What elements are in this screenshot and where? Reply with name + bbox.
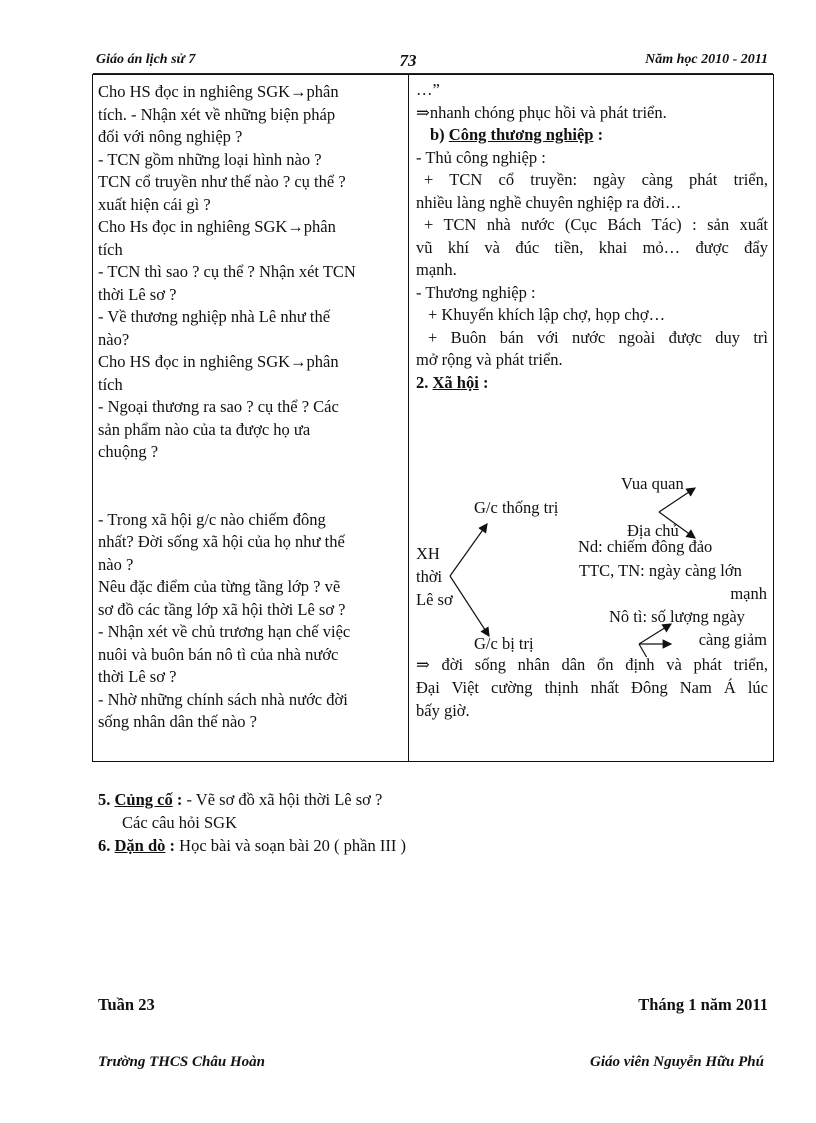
activity-line: tích. - Nhận xét về những biện pháp bbox=[98, 104, 336, 124]
diagram-root-line3: Lê sơ bbox=[416, 590, 453, 609]
header-subject: Giáo án lịch sử 7 bbox=[96, 52, 196, 67]
activity-line: đối với nông nghiệp ? bbox=[98, 127, 243, 146]
content-line: - Thủ công nghiệp : bbox=[416, 147, 546, 167]
section-5-line2: Các câu hỏi SGK bbox=[122, 813, 238, 832]
conclusion-line: bấy giờ. bbox=[416, 701, 470, 720]
activity-line: nào? bbox=[98, 329, 130, 349]
content-line: mạnh. bbox=[416, 260, 457, 279]
activity-line bbox=[98, 486, 404, 509]
activity-line: thời Lê sơ ? bbox=[98, 284, 177, 304]
content-line: nhiều làng nghề chuyên nghiệp ra đời… bbox=[416, 192, 682, 212]
activity-line: - Ngoại thương ra sao ? cụ thể ? Các bbox=[98, 397, 339, 416]
activity-line bbox=[98, 464, 404, 487]
content-line: + TCN cổ truyền: ngày càng phát triển, bbox=[424, 170, 768, 189]
activity-line: - Nhận xét về chủ trương hạn chế việc bbox=[98, 622, 351, 641]
activity-line: - Về thương nghiệp nhà Lê như thế bbox=[98, 307, 331, 326]
section-heading-society: 2. Xã hội : bbox=[416, 372, 489, 392]
lesson-table bbox=[92, 74, 774, 762]
page-number: 73 bbox=[399, 51, 417, 70]
activity-line: sơ đồ các tầng lớp xã hội thời Lê sơ ? bbox=[98, 599, 346, 619]
diagram-ruled-class: G/c bị trị bbox=[474, 634, 534, 653]
activity-line: sản phẩm nào của ta được họ ưa bbox=[98, 419, 311, 439]
footer-teacher: Giáo viên Nguyễn Hữu Phú bbox=[589, 1054, 764, 1070]
activity-line: tích bbox=[98, 374, 123, 394]
section-title: Xã hội bbox=[432, 372, 479, 392]
content-line: mở rộng và phát triển. bbox=[416, 350, 563, 369]
content-line: - Thương nghiệp : bbox=[416, 282, 536, 302]
diagram-nd: Nd: chiếm đông đảo bbox=[578, 537, 713, 556]
content-line: + Buôn bán với nước ngoài được duy trì bbox=[428, 327, 768, 347]
activity-line: thời Lê sơ ? bbox=[98, 667, 177, 686]
diagram-root-line1: XH bbox=[416, 544, 440, 563]
diagram-ttc-line2: mạnh bbox=[730, 584, 767, 603]
activity-line: nhất? Đời sống xã hội của họ như thế bbox=[98, 532, 345, 551]
teacher-activity-column bbox=[98, 81, 404, 734]
section-5-title: Củng cố bbox=[114, 790, 173, 809]
content-line: vũ khí và đúc tiền, khai mỏ… được đẩy bbox=[416, 237, 768, 257]
conclusion-line: Đại Việt cường thịnh nhất Đông Nam Á lúc bbox=[416, 678, 768, 697]
content-column bbox=[416, 79, 768, 394]
section-6: 6. Dặn dò : Học bài và soạn bài 20 ( phần III ) bbox=[98, 836, 406, 855]
diagram-vua-quan: Vua quan bbox=[621, 474, 684, 493]
activity-line: - Trong xã hội g/c nào chiếm đông bbox=[98, 509, 326, 529]
conclusion-line: ⇒ đời sống nhân dân ổn định và phát triển, bbox=[416, 655, 768, 674]
content-line: + Khuyến khích lập chợ, họp chợ… bbox=[428, 305, 666, 324]
arrow-to-ruling bbox=[450, 524, 487, 576]
activity-line: Cho Hs đọc in nghiêng SGK→phân bbox=[98, 217, 336, 236]
activity-line: Nêu đặc điểm của từng tầng lớp ? vẽ bbox=[98, 577, 341, 596]
diagram-noti-line1: Nô tì: số lượng ngày bbox=[609, 607, 745, 626]
content-line: + TCN nhà nước (Cục Bách Tác) : sản xuất bbox=[424, 215, 768, 234]
diagram-noti-line2: càng giảm bbox=[698, 630, 767, 649]
header-school-year: Năm học 2010 - 2011 bbox=[645, 52, 768, 67]
activity-line: tích bbox=[98, 239, 123, 259]
footer-month: Tháng 1 năm 2011 bbox=[638, 995, 768, 1014]
section-title: Công thương nghiệp bbox=[448, 125, 594, 144]
conclusion bbox=[416, 653, 768, 722]
activity-line: xuất hiện cái gì ? bbox=[98, 194, 211, 214]
arrow-to-nd bbox=[639, 624, 671, 644]
activity-line: - TCN gồm những loại hình nào ? bbox=[98, 149, 322, 169]
activity-line: sống nhân dân thế nào ? bbox=[98, 712, 257, 731]
footer-school: Trường THCS Châu Hoàn bbox=[98, 1054, 265, 1070]
activity-line: Cho HS đọc in nghiêng SGK→phân bbox=[98, 352, 339, 371]
content-line: ⇒nhanh chóng phục hồi và phát triển. bbox=[416, 102, 667, 122]
section-heading-commerce: b) Công thương nghiệp : bbox=[430, 125, 604, 144]
content-line: …” bbox=[416, 80, 440, 99]
activity-line: Cho HS đọc in nghiêng SGK→phân bbox=[98, 82, 339, 101]
activity-line: - TCN thì sao ? cụ thể ? Nhận xét TCN bbox=[98, 262, 356, 281]
diagram-ruling-class: G/c thống trị bbox=[474, 498, 559, 517]
section-6-title: Dặn dò bbox=[114, 836, 166, 855]
activity-line: nuôi và buôn bán nô tì của nhà nước bbox=[98, 644, 339, 664]
diagram-ttc-line1: TTC, TN: ngày càng lớn bbox=[579, 561, 742, 580]
footer-week: Tuần 23 bbox=[98, 995, 155, 1014]
activity-line: - Nhờ những chính sách nhà nước đời bbox=[98, 689, 348, 709]
activity-line: chuộng ? bbox=[98, 442, 159, 461]
diagram-root-line2: thời bbox=[416, 567, 443, 586]
arrow-to-ruled bbox=[450, 576, 489, 636]
activity-line: TCN cổ truyền như thế nào ? cụ thể ? bbox=[98, 172, 346, 191]
activity-line: nào ? bbox=[98, 554, 134, 574]
diagram-dia-chu: Địa chủ bbox=[627, 521, 679, 540]
section-5: 5. Củng cố : - Vẽ sơ đồ xã hội thời Lê sơ ? bbox=[98, 790, 383, 809]
